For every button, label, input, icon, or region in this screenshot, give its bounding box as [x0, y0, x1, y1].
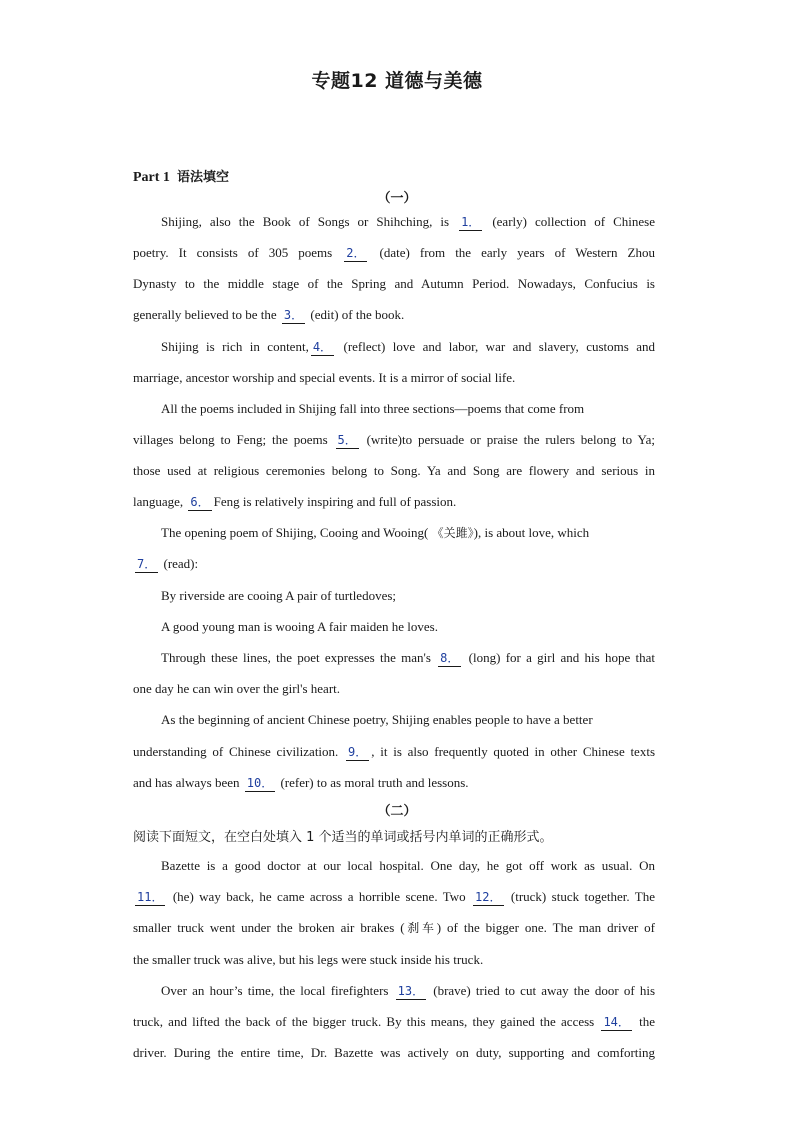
passage-line: truck, and lifted the back of the bigger truck. By this means, they gained the access 14． the [133, 1014, 655, 1029]
passage-line: poetry. It consists of 305 poems 2． (date) from the early years of Western Zhou [133, 245, 655, 260]
passage-line: the smaller truck was alive, but his legs were stuck inside his truck. [133, 952, 484, 967]
blank-4[interactable]: 4． [312, 340, 333, 354]
passage-line: The opening poem of Shijing, Cooing and Wooing( 《关雎》), is about love, which [161, 525, 590, 540]
passage-line: understanding of Chinese civilization. 9． , it is also frequently quoted in other Chinese texts [133, 744, 655, 759]
blank-12[interactable]: 12． [475, 890, 502, 904]
passage-line: one day he can win over the girl's heart. [133, 681, 341, 696]
passage-line: By riverside are cooing A pair of turtledoves; [161, 588, 397, 603]
passage-line: Dynasty to the middle stage of the Spring and Autumn Period. Nowadays, Confucius is [133, 276, 655, 291]
page-title: 专题12 道德与美德 [311, 70, 483, 92]
passage-line: marriage, ancestor worship and special events. It is a mirror of social life. [133, 370, 516, 385]
passage-line: those used at religious ceremonies belong to Song. Ya and Song are flowery and serious in [133, 463, 655, 478]
passage-line: and has always been 10． (refer) to as moral truth and lessons. [133, 775, 469, 790]
part-title: 语法填空 [176, 170, 229, 185]
blank-7[interactable]: 7． [137, 557, 157, 571]
section-heading-2: （二） [377, 804, 417, 819]
passage-line: villages belong to Feng; the poems 5． (write)to persuade or praise the rulers belong to Ya; [133, 432, 655, 447]
blank-5[interactable]: 5． [337, 433, 357, 447]
blank-6[interactable]: 6． [190, 495, 210, 509]
instruction: 阅读下面短文，在空白处填入 1 个适当的单词或括号内单词的正确形式。 [133, 830, 553, 845]
passage-line: driver. During the entire time, Dr. Bazette was actively on duty, supporting and comforting [133, 1045, 655, 1060]
blank-8[interactable]: 8． [440, 651, 460, 665]
blank-13[interactable]: 13． [397, 984, 425, 998]
passage-line: smaller truck went under the broken air brakes (刹车) of the bigger one. The man driver of [133, 920, 655, 935]
passage-line: language, 6． Feng is relatively inspiring and full of passion. [133, 494, 457, 509]
passage-line: Shijing, also the Book of Songs or Shihching, is 1． (early) collection of Chinese [161, 214, 655, 229]
passage-line: A good young man is wooing A fair maiden he loves. [161, 619, 438, 634]
blank-11[interactable]: 11． [137, 890, 164, 904]
passage-line: All the poems included in Shijing fall into three sections—poems that come from [161, 401, 585, 416]
passage-line: 11． (he) way back, he came across a horrible scene. Two 12． (truck) stuck together. The [137, 889, 655, 904]
blank-10[interactable]: 10． [246, 776, 274, 790]
section-heading-1: （一） [377, 191, 417, 206]
blank-2[interactable]: 2． [346, 246, 366, 260]
passage-line: 7． (read): [137, 556, 199, 571]
blank-3[interactable]: 3． [283, 308, 304, 322]
passage-line: Bazette is a good doctor at our local hospital. One day, he got off work as usual. On [161, 858, 655, 873]
part-label: Part 1 [133, 170, 170, 185]
passage-line: Through these lines, the poet expresses the man's 8． (long) for a girl and his hope that [161, 650, 655, 665]
blank-1[interactable]: 1． [461, 215, 481, 229]
passage-line: generally believed to be the 3． (edit) of the book. [133, 307, 405, 322]
blank-14[interactable]: 14． [603, 1015, 630, 1029]
passage-line: As the beginning of ancient Chinese poetry, Shijing enables people to have a better [161, 712, 593, 727]
passage-line: Shijing is rich in content, 4． (reflect) love and labor, war and slavery, customs and [161, 339, 655, 354]
passage-line: Over an hour’s time, the local firefighters 13． (brave) tried to cut away the door of his [161, 983, 655, 998]
blank-9[interactable]: 9． [348, 745, 368, 759]
part-heading [133, 166, 229, 186]
